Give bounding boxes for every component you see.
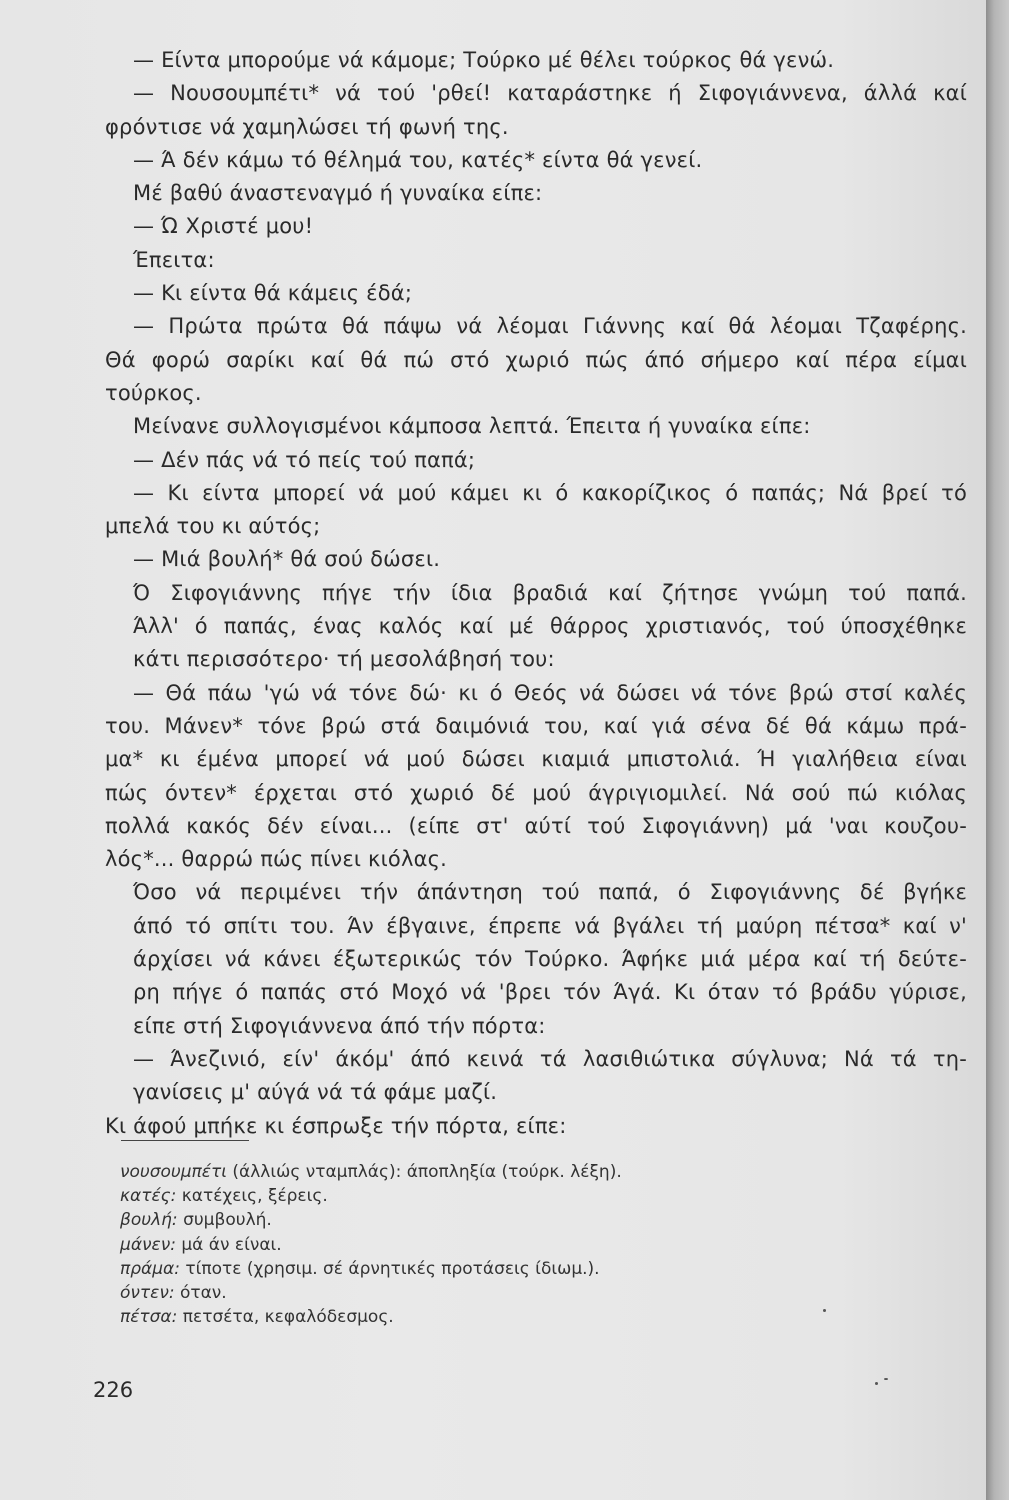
footnote (120, 1305, 622, 1329)
text-line: ρη πήγε ό παπάς στό Μοχό νά 'βρει τόν Άγά. Κι όταν τό βράδυ γύρισε, (133, 980, 967, 1005)
footnote-definition: (άλλιώς νταμπλάς): άποπληξία (τούρκ. λέξη). (232, 1162, 622, 1182)
text-line: άπό τό σπίτι του. Άν έβγαινε, έπρεπε νά βγάλει τή μαύρη πέτσα* καί ν' (133, 913, 967, 938)
text-line: — Μιά βουλή* θά σού δώσει. (133, 547, 441, 572)
text-line: γανίσεις μ' αύγά νά τά φάμε μαζί. (133, 1080, 498, 1105)
text-line: φρόντισε νά χαμηλώσει τή φωνή της. (105, 114, 509, 139)
text-line: — Νουσουμπέτι* νά τού 'ρθεί! καταράστηκε ή Σιφογιάννενα, άλλά καί (133, 81, 967, 106)
footnote-definition: όταν. (179, 1282, 227, 1303)
text-line: μπελά του κι αύτός; (105, 514, 321, 539)
dust-speck (884, 1378, 888, 1380)
text-line: Μέ βαθύ άναστεναγμό ή γυναίκα είπε: (133, 181, 543, 206)
dust-speck (875, 1382, 878, 1385)
footnote-definition: πετσέτα, κεφαλόδεσμος. (182, 1307, 394, 1328)
footnote-rule (121, 1140, 249, 1141)
footnote-term: νουσουμπέτι (120, 1162, 227, 1182)
footnote (120, 1281, 622, 1305)
page-number: 226 (93, 1378, 134, 1402)
text-line: λός*... θαρρώ πώς πίνει κιόλας. (105, 847, 448, 872)
dust-speck (823, 1309, 826, 1312)
text-line: άρχίσει νά κάνει έξωτερικώς τόν Τούρκο. Άφήκε μιά μέρα καί τή δεύτε- (133, 947, 967, 972)
text-line: Μείνανε συλλογισμένοι κάμποσα λεπτά. Έπειτα ή γυναίκα είπε: (133, 414, 811, 439)
footnote (120, 1233, 622, 1257)
footnote-definition: μά άν είναι. (181, 1234, 282, 1255)
text-line: πολλά κακός δέν είναι... (είπε στ' αύτί τού Σιφογιάννη) μά 'ναι κουζου- (105, 813, 967, 838)
footnote (120, 1160, 622, 1184)
text-line: — Κι είντα θά κάμεις έδά; (133, 281, 413, 306)
footnote-term: πέτσα: (120, 1307, 178, 1328)
text-line: πώς όντεν* έρχεται στό χωριό δέ μού άγριγιομιλεί. Νά σού πώ κιόλας (105, 780, 967, 805)
text-line: — Είντα μπορούμε νά κάμομε; Τούρκο μέ θέλει τούρκος θά γενώ. (133, 48, 835, 72)
text-line: — Θά πάω 'γώ νά τόνε δώ· κι ό Θεός νά δώσει νά τόνε βρώ στσί καλές (133, 680, 967, 705)
text-line: — Ώ Χριστέ μου! (133, 214, 314, 239)
text-line: είπε στή Σιφογιάννενα άπό τήν πόρτα: (133, 1013, 546, 1038)
footnote (120, 1208, 622, 1232)
footnote (120, 1184, 622, 1208)
text-line: — Κι είντα μπορεί νά μού κάμει κι ό κακορίζικος ό παπάς; Νά βρεί τό (133, 480, 967, 505)
page-edge-shadow (986, 0, 1009, 1500)
footnote (120, 1257, 622, 1281)
footnote-term: βουλή: (120, 1210, 178, 1231)
text-line: του. Μάνεν* τόνε βρώ στά δαιμόνιά του, καί γιά σένα δέ θά κάμω πρά- (105, 713, 967, 738)
body-text (105, 44, 967, 1143)
footnote-definition: τίποτε (χρησιμ. σέ άρνητικές προτάσεις ίδιωμ.). (185, 1258, 600, 1279)
text-line: Κι άφού μπήκε κι έσπρωξε τήν πόρτα, είπε: (105, 1113, 567, 1138)
text-line: Όσο νά περιμένει τήν άπάντηση τού παπά, ό Σιφογιάννης δέ βγήκε (133, 880, 967, 905)
text-line: τούρκος. (105, 380, 202, 405)
text-line: μα* κι έμένα μπορεί νά μού δώσει κιαμιά μπιστολιά. Ή γιαλήθεια είναι (105, 747, 967, 772)
text-line: — Δέν πάς νά τό πείς τού παπά; (133, 447, 476, 472)
footnote-term: μάνεν: (120, 1234, 176, 1255)
footnote-term: πράμα: (120, 1258, 180, 1279)
text-line: — Πρώτα πρώτα θά πάψω νά λέομαι Γιάννης καί θά λέομαι Τζαφέρης. (133, 314, 967, 339)
text-line: Ό Σιφογιάννης πήγε τήν ίδια βραδιά καί ζήτησε γνώμη τού παπά. (133, 580, 967, 605)
text-line: — Άνεζινιό, είν' άκόμ' άπό κεινά τά λασιθιώτικα σύγλυνα; Νά τά τη- (133, 1046, 967, 1071)
text-line: — Ά δέν κάμω τό θέλημά του, κατές* είντα θά γενεί. (133, 147, 703, 172)
footnote-definition: κατέχεις, ξέρεις. (181, 1186, 328, 1207)
footnote-term: όντεν: (120, 1282, 175, 1303)
text-line: Έπειτα: (133, 247, 215, 272)
footnote-term: κατές: (120, 1186, 177, 1207)
text-line: κάτι περισσότερο· τή μεσολάβησή του: (133, 647, 555, 672)
text-line: Θά φορώ σαρίκι καί θά πώ στό χωριό πώς άπό σήμερο καί πέρα είμαι (105, 347, 967, 372)
footnote-definition: συμβουλή. (183, 1210, 272, 1231)
text-line: Άλλ' ό παπάς, ένας καλός καί μέ θάρρος χριστιανός, τού ύποσχέθηκε (133, 614, 967, 639)
footnotes (120, 1160, 622, 1329)
